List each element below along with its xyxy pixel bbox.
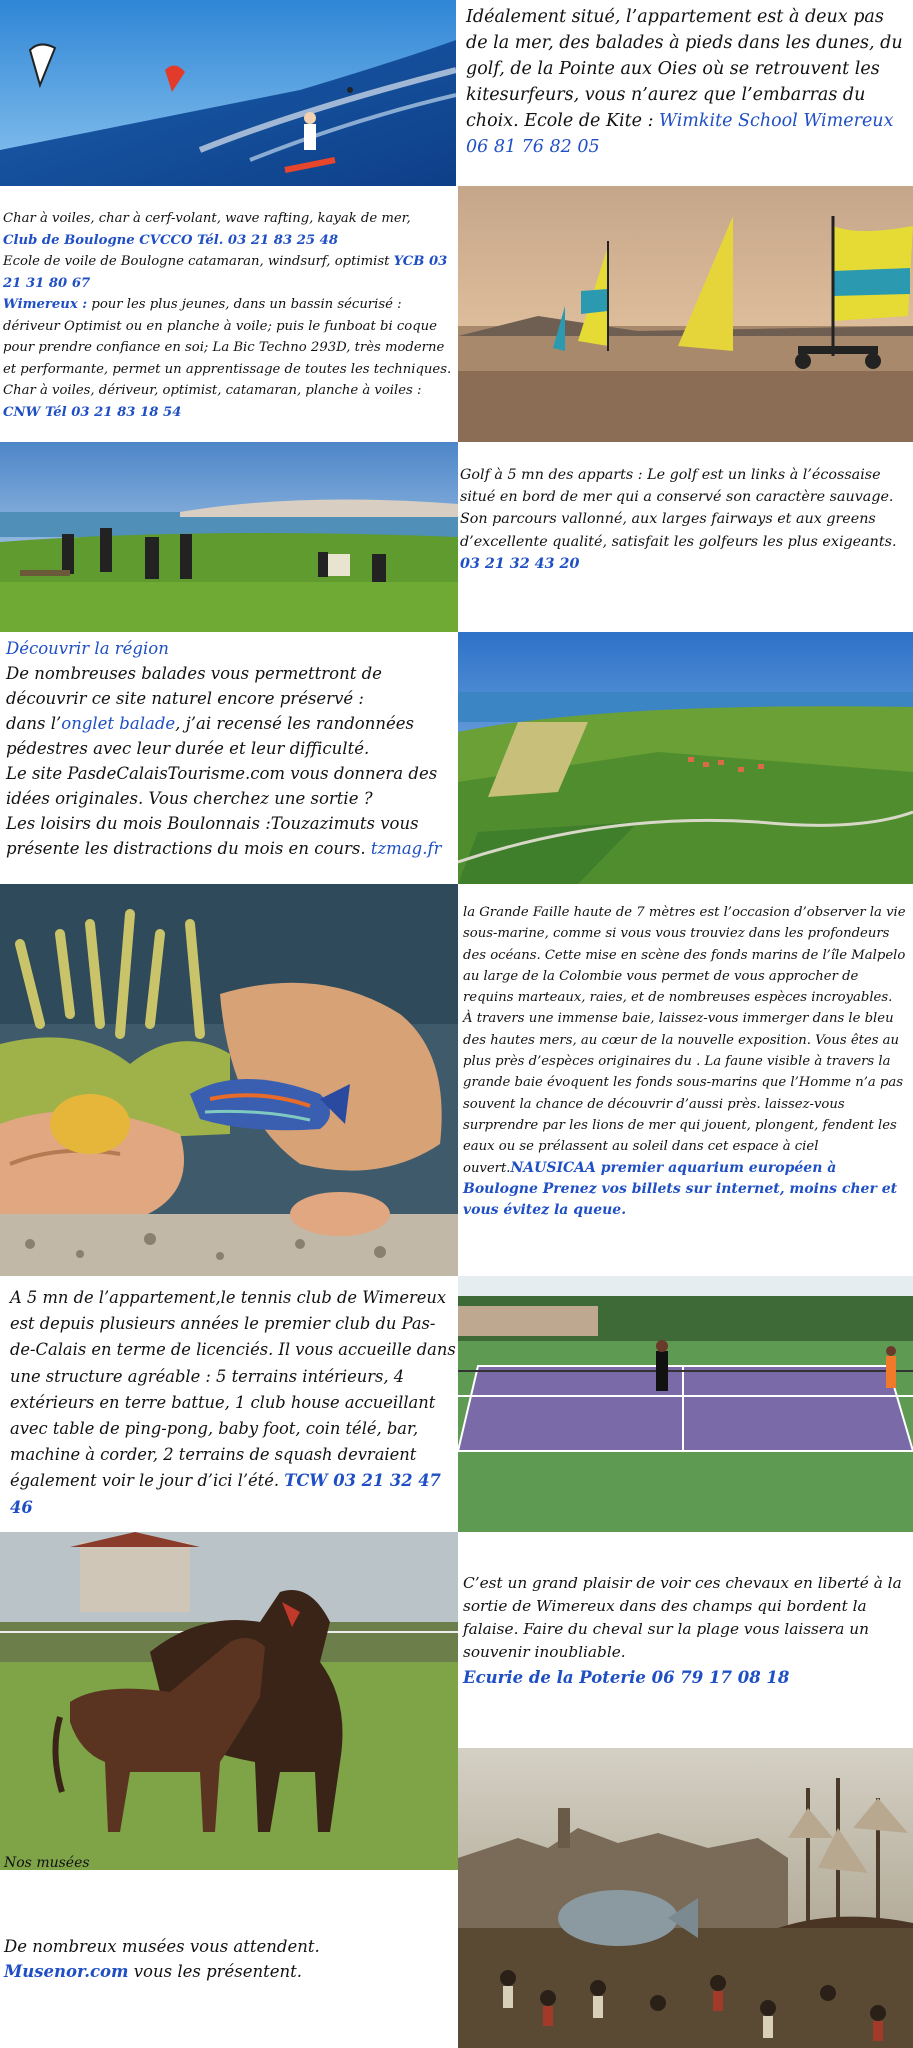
museums-text xyxy=(4,1934,454,1984)
aquarium-para-1: la Grande Faille haute de 7 mètres est l’occasion d’observer la vie sous-marine, comme si vous vous trouviez dans les profondeurs des océans. Cette mise en scène des fonds marins de l’île Malpelo au large de la Colombie vous permet de vous approcher de requins marteaux, raies, et de nombreuses espèces incroyables. xyxy=(463,905,906,1006)
sailing-text xyxy=(3,208,458,423)
golf-text xyxy=(460,464,908,575)
tzmag-link[interactable]: tzmag.fr xyxy=(370,839,442,858)
museums-line-1: De nombreux musées vous attendent. xyxy=(4,1937,320,1956)
nausicaa-link[interactable]: NAUSICAA premier aquarium européen à Boulogne Prenez vos billets sur internet, moins cher et vous évitez la queue. xyxy=(463,1159,898,1219)
aquarium-photo xyxy=(0,884,458,1276)
tennis-photo xyxy=(458,1276,913,1532)
horses-text xyxy=(463,1572,910,1690)
region-line-4: Les loisirs du mois Boulonnais :Touzazimuts vous présente les distractions du mois en cours. xyxy=(6,814,419,858)
section-sailing xyxy=(0,186,913,442)
ycb-link[interactable]: YCB 03 21 31 80 67 xyxy=(3,254,448,291)
tennis-text xyxy=(10,1285,458,1521)
section-tennis xyxy=(0,1276,913,1532)
region-line-2-end: , j’ai recensé les randonnées pédestres avec leur durée et leur difficulté. xyxy=(6,714,414,758)
region-line-3: Le site PasdeCalaisTourisme.com vous donnera des idées originales. Vous cherchez une sortie ? xyxy=(6,764,438,808)
sailing-line-3: pour les plus jeunes, dans un bassin sécurisé : dériveur Optimist ou en planche à voile; puis le funboat bi coque pour prendre confiance en soi; La Bic Techno 293D, très moderne et performante, permet un apprentissage de toutes les techniques. Char à voiles, dériveur, optimist, catamaran, planche à voiles : xyxy=(3,297,452,398)
region-heading-link[interactable]: Découvrir la région xyxy=(6,639,169,658)
region-line-2: dans l’ xyxy=(6,714,62,733)
region-text xyxy=(6,636,458,861)
kitesurf-text xyxy=(466,4,906,160)
section-region xyxy=(0,632,913,884)
section-kitesurf xyxy=(0,0,913,186)
golf-phone-link[interactable]: 03 21 32 43 20 xyxy=(460,555,580,572)
aquarium-para-2: À travers une immense baie, laissez-vous immerger dans le bleu des hautes mers, au cœur de la nouvelle exposition. Vous êtes au plus près d’espèces originaires du . La faune visible à travers la grande baie évoquent les fonds sous-marins que l’Homme n’a pas souvent la chance de découvrir d’aussi près. laissez-vous surprendre par les lions de mer qui jouent, plongent, fendent les eaux ou se prélassent au soleil dans cet espace à ciel ouvert. xyxy=(463,1011,904,1176)
tennis-description: A 5 mn de l’appartement,le tennis club de Wimereux est depuis plusieurs années le premier club du Pas-de-Calais en terme de licenciés. Il vous accueille dans une structure agréable : 5 terrains intérieurs, 4 extérieurs en terre battue, 1 club house accueillant avec table de ping-pong, baby foot, coin télé, bar, machine à corder, 2 terrains de squash devraient également voir le jour d’ici l’été. xyxy=(10,1288,456,1491)
wimkite-link[interactable]: Wimkite School Wimereux 06 81 76 82 05 xyxy=(466,111,894,157)
horses-description: C’est un grand plaisir de voir ces chevaux en liberté à la sortie de Wimereux dans des champs qui bordent la falaise. Faire du cheval sur la plage vous laissera un souvenir inoubliable. xyxy=(463,1574,902,1661)
museums-line-2: vous les présentent. xyxy=(128,1962,303,1981)
ecurie-link[interactable]: Ecurie de la Poterie 06 79 17 08 18 xyxy=(463,1668,790,1687)
section-aquarium xyxy=(0,884,913,1276)
kitesurf-photo xyxy=(0,0,456,186)
section-golf xyxy=(0,442,913,632)
region-aerial-photo xyxy=(458,632,913,884)
tcw-link[interactable]: TCW 03 21 32 47 46 xyxy=(10,1471,441,1517)
aquarium-text xyxy=(463,902,909,1221)
sand-yacht-photo xyxy=(458,186,913,442)
wimereux-link[interactable]: Wimereux : xyxy=(3,297,88,312)
golf-photo xyxy=(0,442,458,632)
cvcco-link[interactable]: Club de Boulogne CVCCO Tél. 03 21 83 25 48 xyxy=(3,232,339,248)
musenor-link[interactable]: Musenor.com xyxy=(4,1962,129,1981)
museum-painting xyxy=(458,1748,913,2048)
cnw-link[interactable]: CNW Tél 03 21 83 18 54 xyxy=(3,404,182,420)
golf-description: Golf à 5 mn des apparts : Le golf est un links à l’écossaise situé en bord de mer qui a conservé son caractère sauvage. Son parcours vallonné, aux larges fairways et aux greens d’excellente qualité, satisfait les golfeurs les plus exigeants. xyxy=(460,467,897,550)
sailing-line-2: Ecole de voile de Boulogne catamaran, windsurf, optimist xyxy=(3,254,394,269)
kitesurf-description: Idéalement situé, l’appartement est à deux pas de la mer, des balades à pieds dans les dunes, du golf, de la Pointe aux Oies où se retrouvent les kitesurfeurs, vous n’aurez que l’embarras du choix. Ecole de Kite : xyxy=(466,7,903,131)
region-line-1: De nombreuses balades vous permettront de découvrir ce site naturel encore préservé : xyxy=(6,664,382,708)
museums-caption: Nos musées xyxy=(4,1855,90,1871)
sailing-line-1: Char à voiles, char à cerf-volant, wave rafting, kayak de mer, xyxy=(3,211,411,226)
section-museums xyxy=(0,1748,913,2048)
onglet-balade-link[interactable]: onglet balade xyxy=(61,714,176,733)
